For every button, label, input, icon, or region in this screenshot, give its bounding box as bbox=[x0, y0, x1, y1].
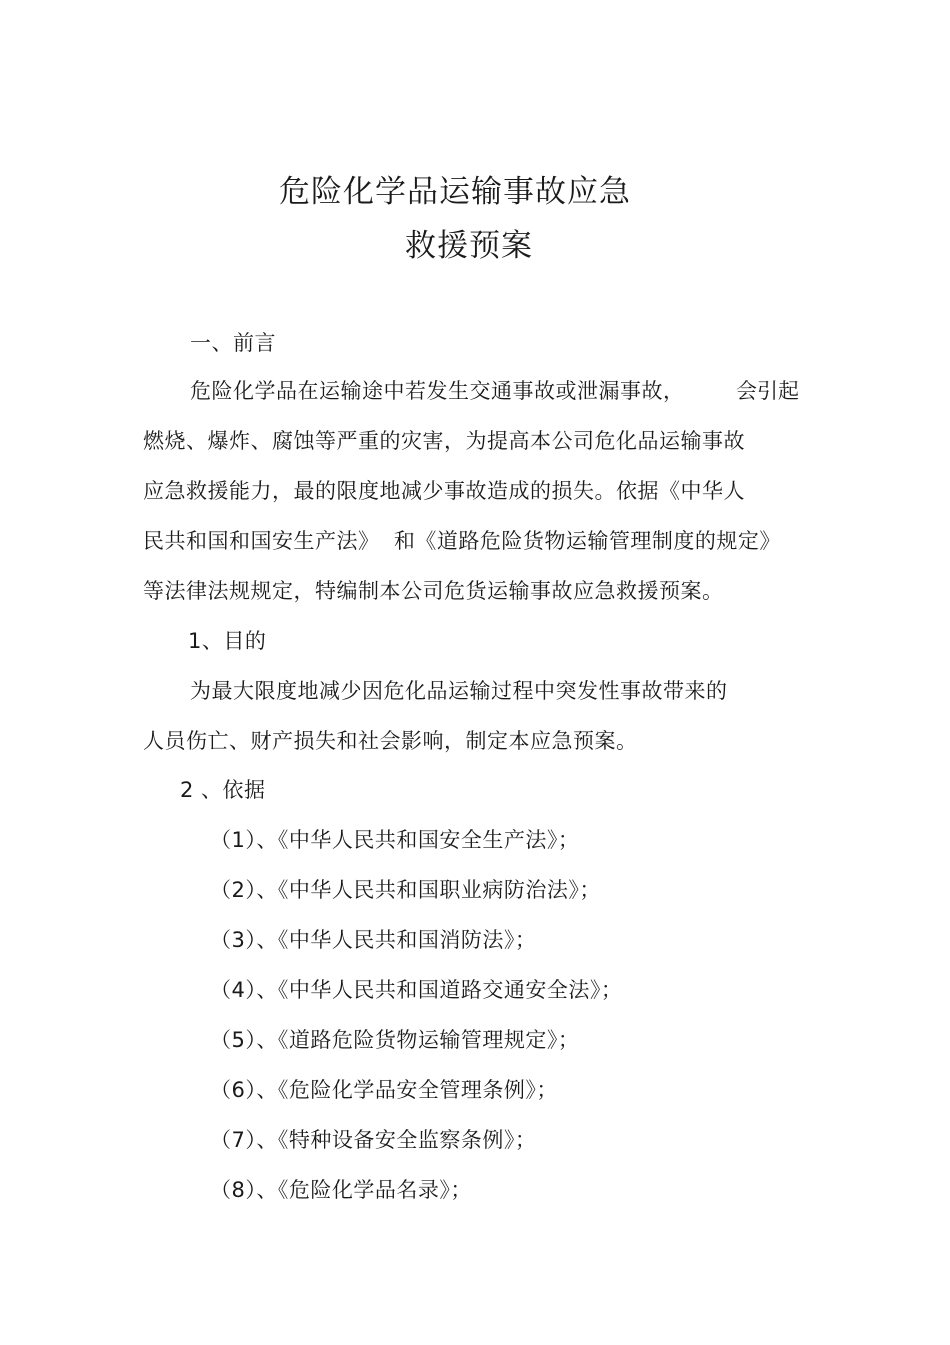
basis-item: （3）、《中华人民共和国消防法》； bbox=[210, 928, 537, 952]
purpose-line-1: 为最大限度地减少因危化品运输过程中突发性事故带来的 bbox=[190, 679, 728, 703]
preface-line-1-tail: 会引起 bbox=[736, 379, 799, 403]
preface-line-2: 燃烧、爆炸、腐蚀等严重的灾害，为提高本公司危化品运输事故 bbox=[143, 429, 745, 453]
preface-line-1: 危险化学品在运输途中若发生交通事故或泄漏事故， bbox=[190, 379, 685, 403]
basis-heading: 2 、依据 bbox=[180, 778, 266, 802]
basis-item: （1）、《中华人民共和国安全生产法》； bbox=[210, 828, 580, 852]
purpose-line-2: 人员伤亡、财产损失和社会影响，制定本应急预案。 bbox=[143, 729, 638, 753]
section-heading-preface: 一、前言 bbox=[190, 331, 276, 355]
basis-item: （7）、《特种设备安全监察条例》； bbox=[210, 1128, 537, 1152]
basis-item: （4）、《中华人民共和国道路交通安全法》； bbox=[210, 978, 623, 1002]
preface-line-3: 应急救援能力，最的限度地减少事故造成的损失。依据《中华人 bbox=[143, 479, 745, 503]
document-title-line-1: 危险化学品运输事故应急 bbox=[279, 174, 631, 210]
purpose-heading: 1、目的 bbox=[188, 629, 267, 653]
basis-item: （8）、《危险化学品名录》； bbox=[210, 1178, 472, 1202]
document-title-line-2: 救援预案 bbox=[405, 228, 533, 264]
basis-item: （5）、《道路危险货物运输管理规定》； bbox=[210, 1028, 580, 1052]
basis-item: （6）、《危险化学品安全管理条例》； bbox=[210, 1078, 558, 1102]
preface-line-5: 等法律法规规定，特编制本公司危货运输事故应急救援预案。 bbox=[143, 579, 724, 603]
preface-line-4: 民共和国和国安生产法》 和《道路危险货物运输管理制度的规定》 bbox=[143, 529, 781, 553]
basis-item: （2）、《中华人民共和国职业病防治法》； bbox=[210, 878, 601, 902]
